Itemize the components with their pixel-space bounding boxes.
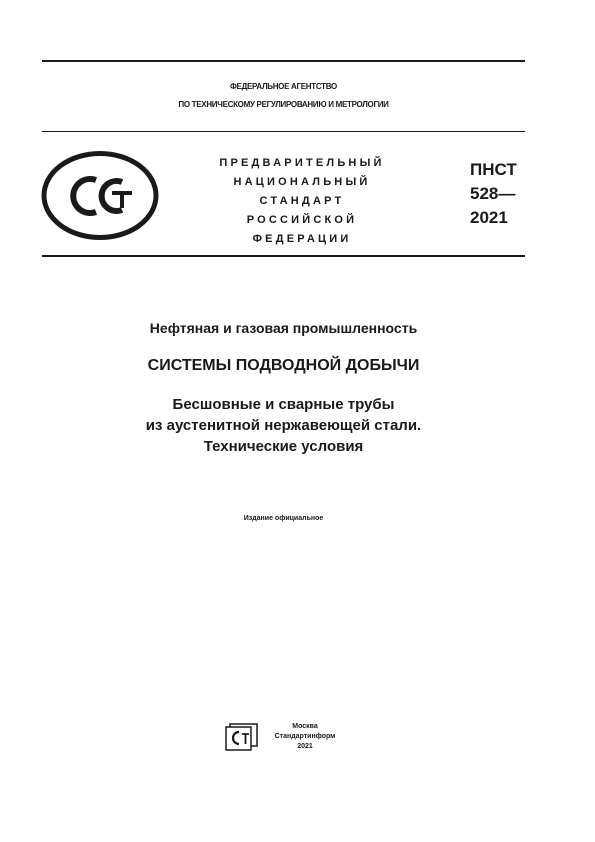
standard-type-line: ФЕДЕРАЦИИ xyxy=(252,233,352,245)
agency-name-line2: ПО ТЕХНИЧЕСКОМУ РЕГУЛИРОВАНИЮ И МЕТРОЛОГИИ xyxy=(178,100,389,109)
publication-year: 2021 xyxy=(297,743,313,750)
publisher-city: Москва xyxy=(292,723,318,730)
agency-name-line1: ФЕДЕРАЛЬНОЕ АГЕНТСТВО xyxy=(230,82,337,91)
main-title: СИСТЕМЫ ПОДВОДНОЙ ДОБЫЧИ xyxy=(147,357,420,374)
gost-r-emblem-icon xyxy=(40,148,160,243)
subtitle-line: Технические условия xyxy=(203,438,364,455)
designation-year: 2021 xyxy=(470,208,508,227)
subtitle-line: из аустенитной нержавеющей стали. xyxy=(145,417,422,434)
industry-title: Нефтяная и газовая промышленность xyxy=(149,320,418,336)
standard-type-block xyxy=(172,154,432,249)
standard-type-line: СТАНДАРТ xyxy=(259,195,345,207)
standard-type-line: НАЦИОНАЛЬНЫЙ xyxy=(233,176,371,188)
header-rule xyxy=(42,131,525,132)
top-rule xyxy=(42,60,525,62)
designation-code: ПНСТ xyxy=(470,160,517,179)
standartinform-logo-icon xyxy=(225,722,263,752)
standard-type-line: РОССИЙСКОЙ xyxy=(246,214,358,226)
subtitle-block xyxy=(42,394,525,457)
edition-note: Издание официальное xyxy=(243,515,324,522)
standard-designation xyxy=(470,158,517,230)
designation-rule xyxy=(42,255,525,257)
publisher-block xyxy=(268,722,342,752)
publisher-name: Стандартинформ xyxy=(274,733,336,740)
designation-number: 528— xyxy=(470,184,516,203)
subtitle-line: Бесшовные и сварные трубы xyxy=(172,396,395,413)
standard-type-line: ПРЕДВАРИТЕЛЬНЫЙ xyxy=(219,157,385,169)
